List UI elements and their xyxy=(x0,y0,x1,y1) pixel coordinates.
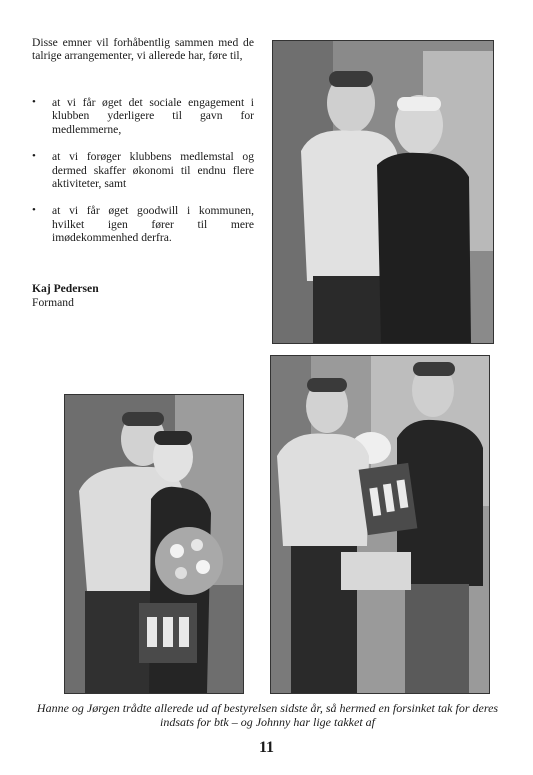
page-number: 11 xyxy=(258,739,275,756)
photo-caption: Hanne og Jørgen trådte allerede ud af bestyrelsen sidste år, så hermed en forsinket tak for deres indsats for btk – og Johnny har lige takket af xyxy=(36,701,499,729)
bullet-text: at vi får øget det sociale engagement i klubben yderligere til gavn for medlemmerne, xyxy=(52,96,254,136)
signature-name: Kaj Pedersen xyxy=(32,282,99,295)
bullet-text: at vi forøger klubbens medlemstal og dermed skaffer økonomi til endnu flere aktiviteter, samt xyxy=(52,150,254,191)
bullet-icon: • xyxy=(32,96,36,108)
photo-men-with-gift-image xyxy=(271,356,489,693)
bullet-item xyxy=(32,96,254,136)
signature-role: Formand xyxy=(32,296,74,309)
bullet-item xyxy=(32,204,254,244)
bullet-icon: • xyxy=(32,204,36,217)
photo-men-with-gift xyxy=(270,355,490,694)
bullet-icon: • xyxy=(32,150,36,163)
bullet-text: at vi får øget goodwill i kommunen, hvilket igen fører til mere imødekommenhed derfra. xyxy=(52,204,254,245)
bullet-item xyxy=(32,150,254,190)
photo-two-men xyxy=(272,40,494,344)
intro-paragraph: Disse emner vil forhåbentlig sammen med de talrige arrangementer, vi allerede har, føre til, xyxy=(32,36,254,63)
photo-two-men-image xyxy=(273,41,493,343)
photo-couple-image xyxy=(65,395,243,693)
bullet-list xyxy=(32,96,254,259)
photo-couple-with-flowers xyxy=(64,394,244,694)
signature xyxy=(32,282,232,310)
